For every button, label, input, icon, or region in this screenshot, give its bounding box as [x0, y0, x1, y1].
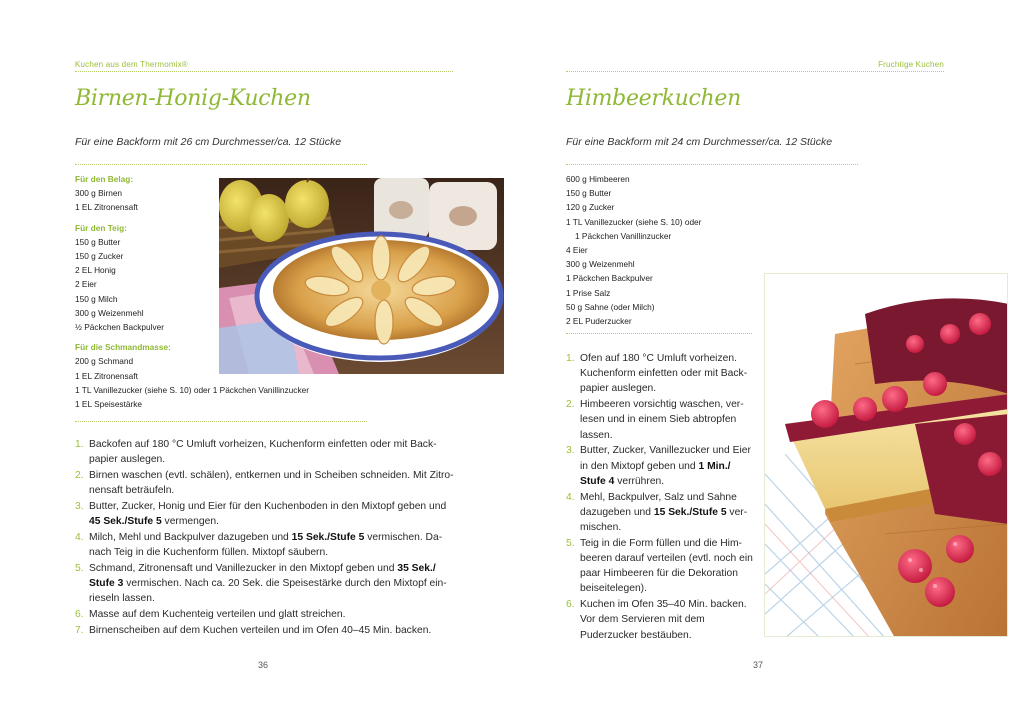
ingredient: 1 EL Speisestärke: [75, 399, 143, 410]
step-item: 1. Backofen auf 180 °C Umluft vorheizen, Kuchenform einfetten oder mit Back- papier auslegen.: [75, 439, 437, 466]
recipe-subtitle-left: Für eine Backform mit 26 cm Durchmesser/ca. 12 Stücke: [75, 136, 342, 148]
pear-cake-photo: [219, 178, 504, 374]
subtitle-rule-right: [566, 164, 858, 165]
step-item: 5. Schmand, Zitronensaft und Vanillezucker in den Mixtopf geben und 35 Sek./ Stufe 3 vermischen. Nach ca. 20 Sek. die Speisestärke durch den Mixtopf ein- rieseln lassen.: [75, 563, 447, 605]
ingredient: 150 g Butter: [75, 236, 121, 247]
ingredient: 150 g Butter: [566, 188, 612, 199]
page-number-right: 37: [753, 660, 764, 670]
ingredients-rule-left: [75, 421, 367, 422]
ingredient: 300 g Weizenmehl: [566, 259, 635, 270]
step-item: 4. Mehl, Backpulver, Salz und Sahne dazugeben und 15 Sek./Stufe 5 ver- mischen.: [566, 491, 748, 534]
ingredient: 2 EL Puderzucker: [566, 316, 632, 327]
ingredient: ½ Päckchen Backpulver: [75, 322, 165, 333]
section-heading: Für den Teig:: [75, 222, 127, 233]
page-number-left: 36: [258, 660, 269, 670]
ingredient: 600 g Himbeeren: [566, 174, 630, 184]
ingredient: 4 Eier: [566, 245, 588, 256]
step-item: 3. Butter, Zucker, Vanillezucker und Eier in den Mixtopf geben und 1 Min./ Stufe 4 verrühren.: [566, 445, 751, 487]
ingredient: 2 EL Honig: [75, 265, 116, 276]
step-item: 7. Birnenscheiben auf dem Kuchen verteilen und im Ofen 40–45 Min. backen.: [75, 625, 432, 636]
ingredients-right: [566, 172, 766, 328]
recipe-title-right: Himbeerkuchen: [566, 86, 742, 111]
step-item: 6. Masse auf dem Kuchenteig verteilen und glatt streichen.: [75, 609, 346, 621]
steps-right: [566, 351, 766, 643]
running-head-right: Fruchtige Kuchen: [878, 60, 944, 69]
ingredient: 300 g Weizenmehl: [75, 307, 144, 318]
header-rule-right: [566, 71, 944, 72]
ingredient: 1 Päckchen Vanillinzucker: [575, 230, 672, 241]
ingredient: 1 EL Zitronensaft: [75, 202, 138, 213]
ingredient: 2 Eier: [75, 279, 97, 290]
ingredient: 1 Prise Salz: [566, 287, 611, 298]
ingredient: 200 g Schmand: [75, 356, 134, 367]
step-item: 2. Birnen waschen (evtl. schälen), entkernen und in Scheiben schneiden. Mit Zitro- nensaft beträufeln.: [75, 470, 454, 497]
ingredient: 150 g Zucker: [75, 251, 124, 262]
step-item: 6. Kuchen im Ofen 35–40 Min. backen. Vor dem Servieren mit dem Puderzucker bestäuben.: [566, 599, 747, 641]
ingredients-rule-right: [566, 333, 752, 334]
ingredient: 50 g Sahne (oder Milch): [566, 301, 655, 312]
recipe-subtitle-right: Für eine Backform mit 24 cm Durchmesser/ca. 12 Stücke: [566, 136, 833, 148]
ingredients-left: [75, 172, 309, 411]
ingredient: 300 g Birnen: [75, 188, 123, 199]
ingredient: 1 EL Zitronensaft: [75, 370, 138, 381]
step-item: 2. Himbeeren vorsichtig waschen, ver- lesen und in einem Sieb abtropfen lassen.: [566, 399, 744, 441]
step-item: 5. Teig in die Form füllen und die Him- beeren darauf verteilen (evtl. noch ein paar Himbeeren für die Dekoration beiseitelegen).: [566, 537, 753, 595]
step-item: 3. Butter, Zucker, Honig und Eier für den Kuchenboden in den Mixtopf geben und 45 Sek./Stufe 5 vermengen.: [75, 501, 447, 528]
raspberry-cake-photo: [764, 273, 1008, 637]
running-head-left: Kuchen aus dem Thermomix®: [75, 60, 189, 69]
subtitle-rule-left: [75, 164, 367, 165]
recipe-title-left: Birnen-Honig-Kuchen: [75, 86, 311, 111]
ingredient: 1 TL Vanillezucker (siehe S. 10) oder: [566, 216, 702, 227]
section-heading: Für die Schmandmasse:: [75, 342, 171, 353]
ingredient: 150 g Milch: [75, 293, 118, 304]
ingredient: 1 Päckchen Backpulver: [566, 273, 653, 284]
ingredient: 1 TL Vanillezucker (siehe S. 10) oder 1 Päckchen Vanillinzucker: [75, 384, 309, 395]
steps-left: [75, 437, 465, 639]
step-item: 1. Ofen auf 180 °C Umluft vorheizen. Kuchenform einfetten oder mit Back- papier auslegen.: [566, 353, 748, 395]
ingredient: 120 g Zucker: [566, 202, 615, 213]
header-rule-left: [75, 71, 453, 72]
right-page: [510, 0, 1020, 721]
section-heading: Für den Belag:: [75, 174, 134, 184]
step-item: 4. Milch, Mehl und Backpulver dazugeben und 15 Sek./Stufe 5 vermischen. Da- nach Teig in die Kuchenform füllen. Mixtopf säubern.: [75, 532, 443, 559]
